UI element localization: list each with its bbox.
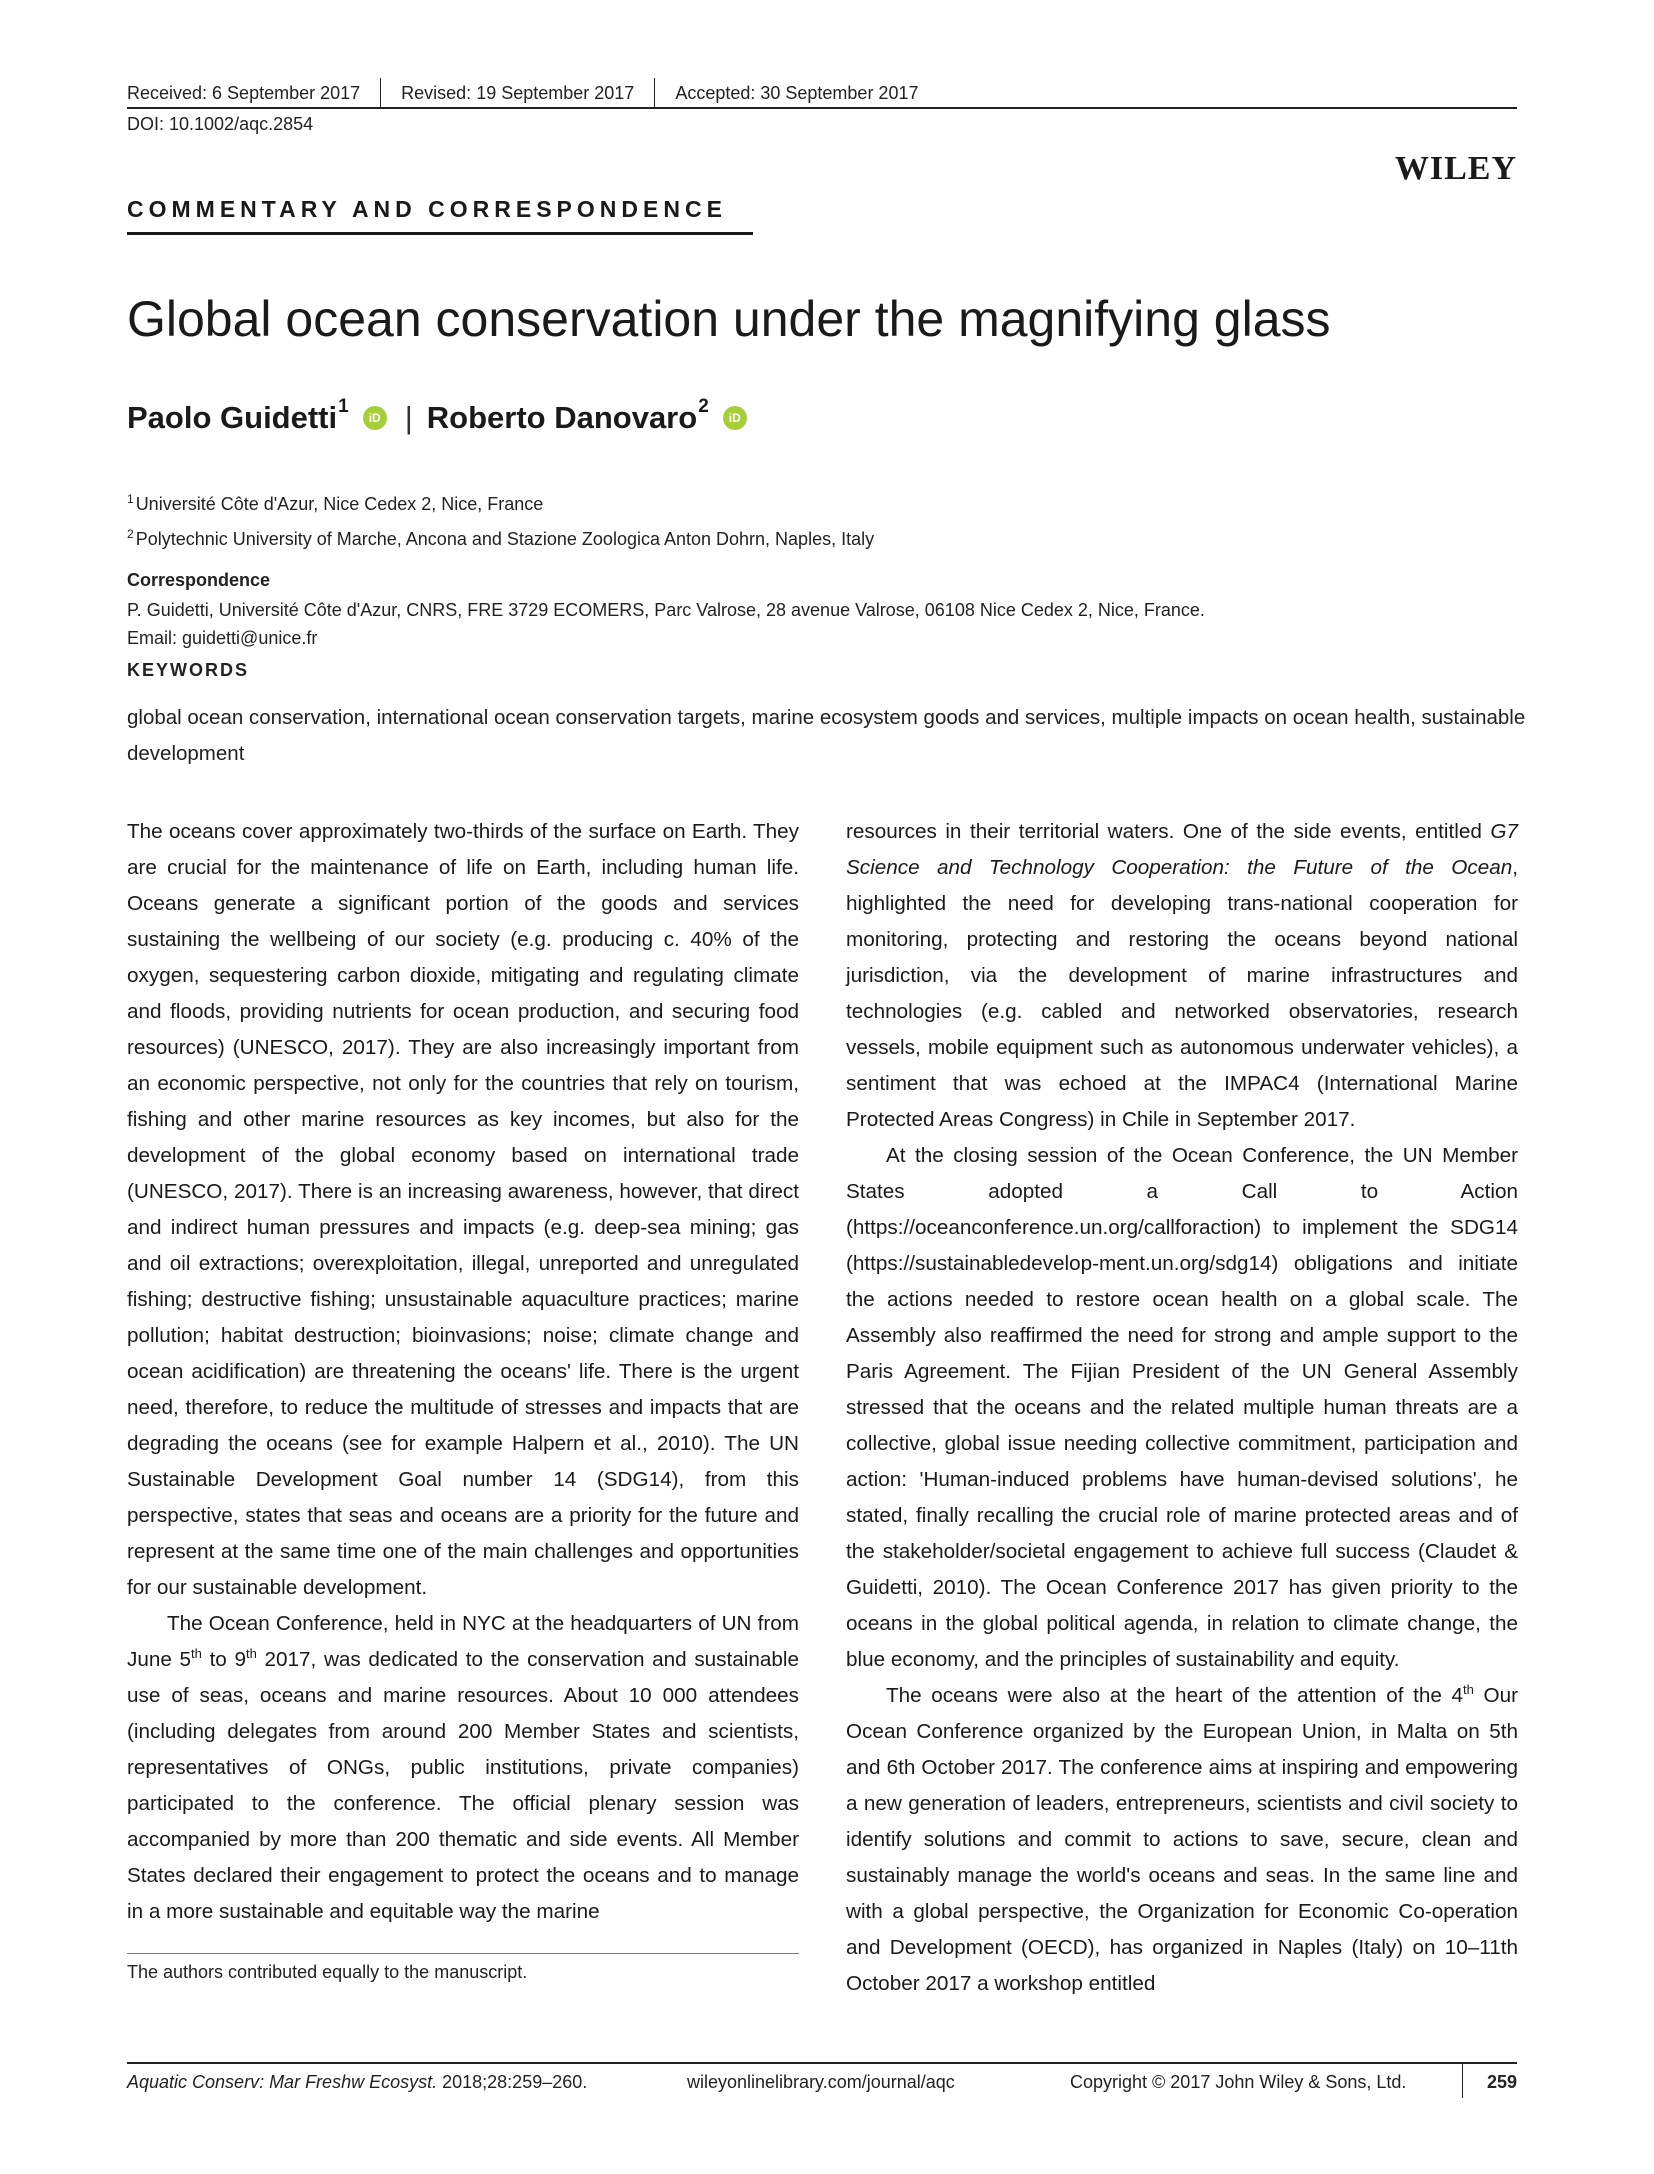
author-affiliation-sup: 1: [338, 396, 349, 417]
body-paragraph: resources in their territorial waters. One of the side events, entitled G7 Science and Technology Cooperation: the Future of the Ocean, highlighted the need for developing trans-national cooperation for monitoring, protecting and restoring the oceans beyond national jurisdiction, via the development of marine infrastructures and technologies (e.g. cabled and networked observatories, research vessels, mobile equipment such as autonomous underwater vehicles), a sentiment that was echoed at the IMPAC4 (International Marine Protected Areas Congress) in Chile in September 2017.: [846, 820, 1518, 1131]
revised-date: Revised: 19 September 2017: [401, 82, 635, 103]
received-date: Received: 6 September 2017: [127, 82, 361, 103]
affiliation-text: Polytechnic University of Marche, Ancona and Stazione Zoologica Anton Dohrn, Naples, Italy: [135, 529, 875, 549]
author-separator: |: [404, 400, 413, 435]
affiliation-text: Université Côte d'Azur, Nice Cedex 2, Nice, France: [135, 494, 544, 514]
doi: DOI: 10.1002/aqc.2854: [127, 114, 314, 134]
correspondence-heading: Correspondence: [127, 570, 271, 590]
footnote-rule: [127, 1953, 799, 1954]
journal-citation: Aquatic Conserv: Mar Freshw Ecosyst. 2018;28:259–260.: [127, 2072, 588, 2092]
body-paragraph: The oceans were also at the heart of the attention of the 4th Our Ocean Conference organized by the European Union, in Malta on 5th and 6th October 2017. The conference aims at inspiring and empowering a new generation of leaders, entrepreneurs, scientists and civil society to identify solutions and commit to actions to save, secure, clean and sustainably manage the world's oceans and seas. In the same line and with a global perspective, the Organization for Economic Co-operation and Development (OECD), has organized in Naples (Italy) on 10–11th October 2017 a workshop entitled: [846, 1682, 1518, 1995]
accepted-date: Accepted: 30 September 2017: [675, 82, 919, 103]
footer-separator: [1462, 2064, 1463, 2098]
page-number: 259: [1486, 2072, 1517, 2092]
author-affiliation-sup: 2: [698, 396, 709, 417]
author-name: Paolo Guidetti: [127, 400, 338, 435]
orcid-icon[interactable]: iD: [363, 406, 387, 430]
page-footer: [127, 2070, 1517, 2100]
keywords-text: global ocean conservation, international ocean conservation targets, marine ecosystem goods and services, multiple impacts on ocean health, sustainable development: [127, 706, 1526, 765]
journal-url[interactable]: wileyonlinelibrary.com/journal/aqc: [687, 2072, 955, 2092]
author-name: Roberto Danovaro: [426, 400, 698, 435]
section-label: COMMENTARY AND CORRESPONDENCE: [127, 196, 727, 222]
publisher-logo: WILEY: [1394, 150, 1517, 187]
section-rule: [127, 232, 753, 235]
correspondence-email[interactable]: Email: guidetti@unice.fr: [127, 628, 318, 648]
body-paragraph: At the closing session of the Ocean Conference, the UN Member States adopted a Call to Action (https://oceanconference.un.org/callforaction) to implement the SDG14 (https://sustainabledevelop-ment.un.org/sdg14) obligations and initiate the actions needed to restore ocean health on a global scale. The Assembly also reaffirmed the need for strong and ample support to the Paris Agreement. The Fijian President of the UN General Assembly stressed that the oceans and the related multiple human threats are a collective, global issue needing collective commitment, participation and action: 'Human-induced problems have human-devised solutions', he stated, finally recalling the crucial role of marine protected areas and of the stakeholder/societal engagement to achieve full success (Claudet & Guidetti, 2010). The Ocean Conference 2017 has given priority to the oceans in the global political agenda, in relation to climate change, the blue economy, and the principles of sustainability and equity.: [846, 1144, 1518, 1671]
author-list: [127, 396, 761, 436]
header-rule: [127, 107, 1517, 109]
affiliation: [127, 527, 874, 550]
affiliation-number: 1: [127, 492, 134, 506]
article-title: Global ocean conservation under the magnifying glass: [127, 291, 1331, 347]
correspondence-address: P. Guidetti, Université Côte d'Azur, CNRS, FRE 3729 ECOMERS, Parc Valrose, 28 avenue Valrose, 06108 Nice Cedex 2, Nice, France.: [127, 600, 1205, 620]
keywords-heading: KEYWORDS: [127, 660, 250, 680]
orcid-icon[interactable]: iD: [723, 406, 747, 430]
body-paragraph: The Ocean Conference, held in NYC at the headquarters of UN from June 5th to 9th 2017, was dedicated to the conservation and sustainable use of seas, oceans and marine resources. About 10 000 attendees (including delegates from around 200 Member States and scientists, representatives of ONGs, public institutions, private companies) participated to the conference. The official plenary session was accompanied by more than 200 thematic and side events. All Member States declared their engagement to protect the oceans and to manage in a more sustainable and equitable way the marine: [127, 1612, 799, 1923]
footer-rule: [127, 2062, 1517, 2064]
body-column-left: [127, 814, 799, 1930]
article-dates: [127, 78, 1517, 108]
body-paragraph: The oceans cover approximately two-thirds of the surface on Earth. They are crucial for the maintenance of life on Earth, including human life. Oceans generate a significant portion of the goods and services sustaining the wellbeing of our society (e.g. producing c. 40% of the oxygen, sequestering carbon dioxide, mitigating and regulating climate and floods, providing nutrients for ocean production, and securing food resources) (UNESCO, 2017). They are also increasingly important from an economic perspective, not only for the countries that rely on tourism, fishing and other marine resources as key incomes, but also for the development of the global economy based on international trade (UNESCO, 2017). There is an increasing awareness, however, that direct and indirect human pressures and impacts (e.g. deep-sea mining; gas and oil extractions; overexploitation, illegal, unreported and unregulated fishing; destructive fishing; unsustainable aquaculture practices; marine pollution; habitat destruction; bioinvasions; noise; climate change and ocean acidification) are threatening the oceans' life. There is the urgent need, therefore, to reduce the multitude of stresses and impacts that are degrading the oceans (see for example Halpern et al., 2010). The UN Sustainable Development Goal number 14 (SDG14), from this perspective, states that seas and oceans are a priority for the future and represent at the same time one of the main challenges and opportunities for our sustainable development.: [127, 820, 799, 1599]
footnote: The authors contributed equally to the manuscript.: [127, 1962, 528, 1982]
affiliation: [127, 492, 543, 515]
body-column-right: [846, 814, 1518, 2002]
affiliation-number: 2: [127, 527, 134, 541]
copyright: Copyright © 2017 John Wiley & Sons, Ltd.: [1070, 2072, 1407, 2092]
correspondence-details: [127, 596, 1205, 652]
